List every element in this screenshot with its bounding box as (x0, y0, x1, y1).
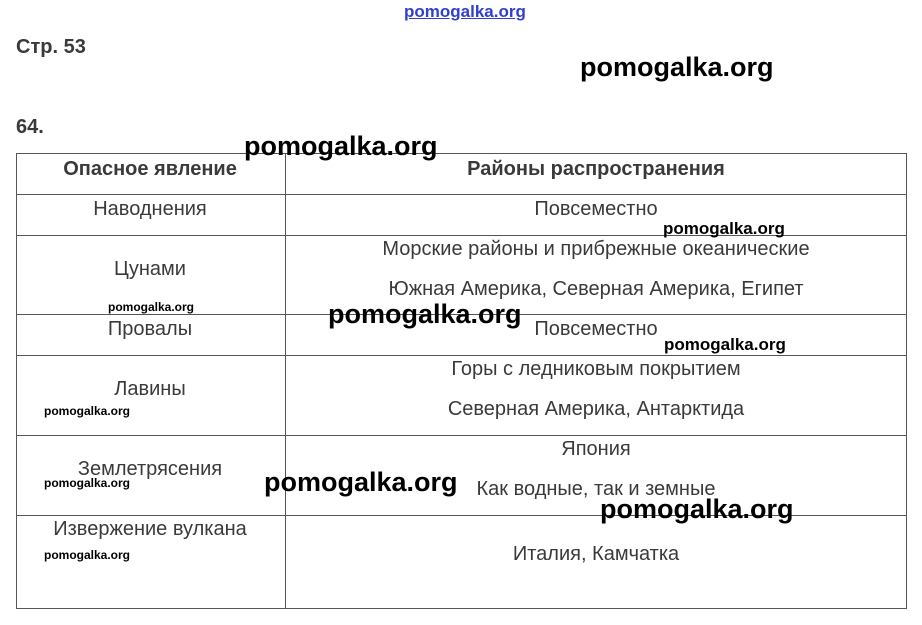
watermark: pomogalka.org (580, 52, 774, 82)
watermark: pomogalka.org (328, 299, 522, 329)
table-border-left (16, 153, 17, 609)
table-cell-regions: Как водные, так и земные (476, 478, 716, 500)
table-cell-regions: Южная Америка, Северная Америка, Египет (388, 278, 804, 300)
watermark: pomogalka.org (108, 300, 195, 314)
table-cell-phenomenon: Извержение вулкана (53, 518, 247, 540)
table-cell-regions: Япония (561, 438, 631, 460)
table-cell-phenomenon: Лавины (114, 378, 186, 400)
table-border-right (906, 153, 907, 609)
table-cell-regions: Морские районы и прибрежные океанические (382, 238, 810, 260)
column-header-phenomenon: Опасное явление (63, 158, 237, 180)
watermark: pomogalka.org (663, 219, 785, 238)
table-cell-phenomenon: Провалы (107, 318, 193, 340)
table-cell-phenomenon: Цунами (114, 258, 186, 280)
page-number-header: Стр. 53 (16, 36, 86, 58)
table-cell-phenomenon: Землетрясения (77, 458, 223, 480)
watermark: pomogalka.org (664, 335, 786, 354)
watermark: pomogalka.org (600, 494, 794, 524)
watermark: pomogalka.org (264, 467, 458, 497)
watermark: pomogalka.org (44, 404, 131, 418)
table-cell-regions: Северная Америка, Антарктида (447, 398, 745, 420)
table-cell-regions: Италия, Камчатка (512, 543, 680, 565)
watermark: pomogalka.org (44, 476, 131, 490)
table-cell-regions: Горы с ледниковым покрытием (451, 358, 741, 380)
watermark: pomogalka.org (44, 548, 131, 562)
column-header-regions: Районы распространения (467, 158, 725, 180)
table-divider (16, 194, 907, 195)
table-divider (16, 355, 907, 356)
table-column-divider (285, 153, 286, 609)
task-number: 64. (16, 116, 44, 138)
table-cell-regions: Повсеместно (534, 198, 658, 220)
top-watermark-link[interactable]: pomogalka.org (404, 2, 526, 21)
table-cell-regions: Повсеместно (534, 318, 658, 340)
table-border-top (16, 153, 907, 154)
table-cell-phenomenon: Наводнения (93, 198, 207, 220)
table-divider (16, 435, 907, 436)
table-border-bottom (16, 608, 907, 609)
watermark: pomogalka.org (244, 131, 438, 161)
